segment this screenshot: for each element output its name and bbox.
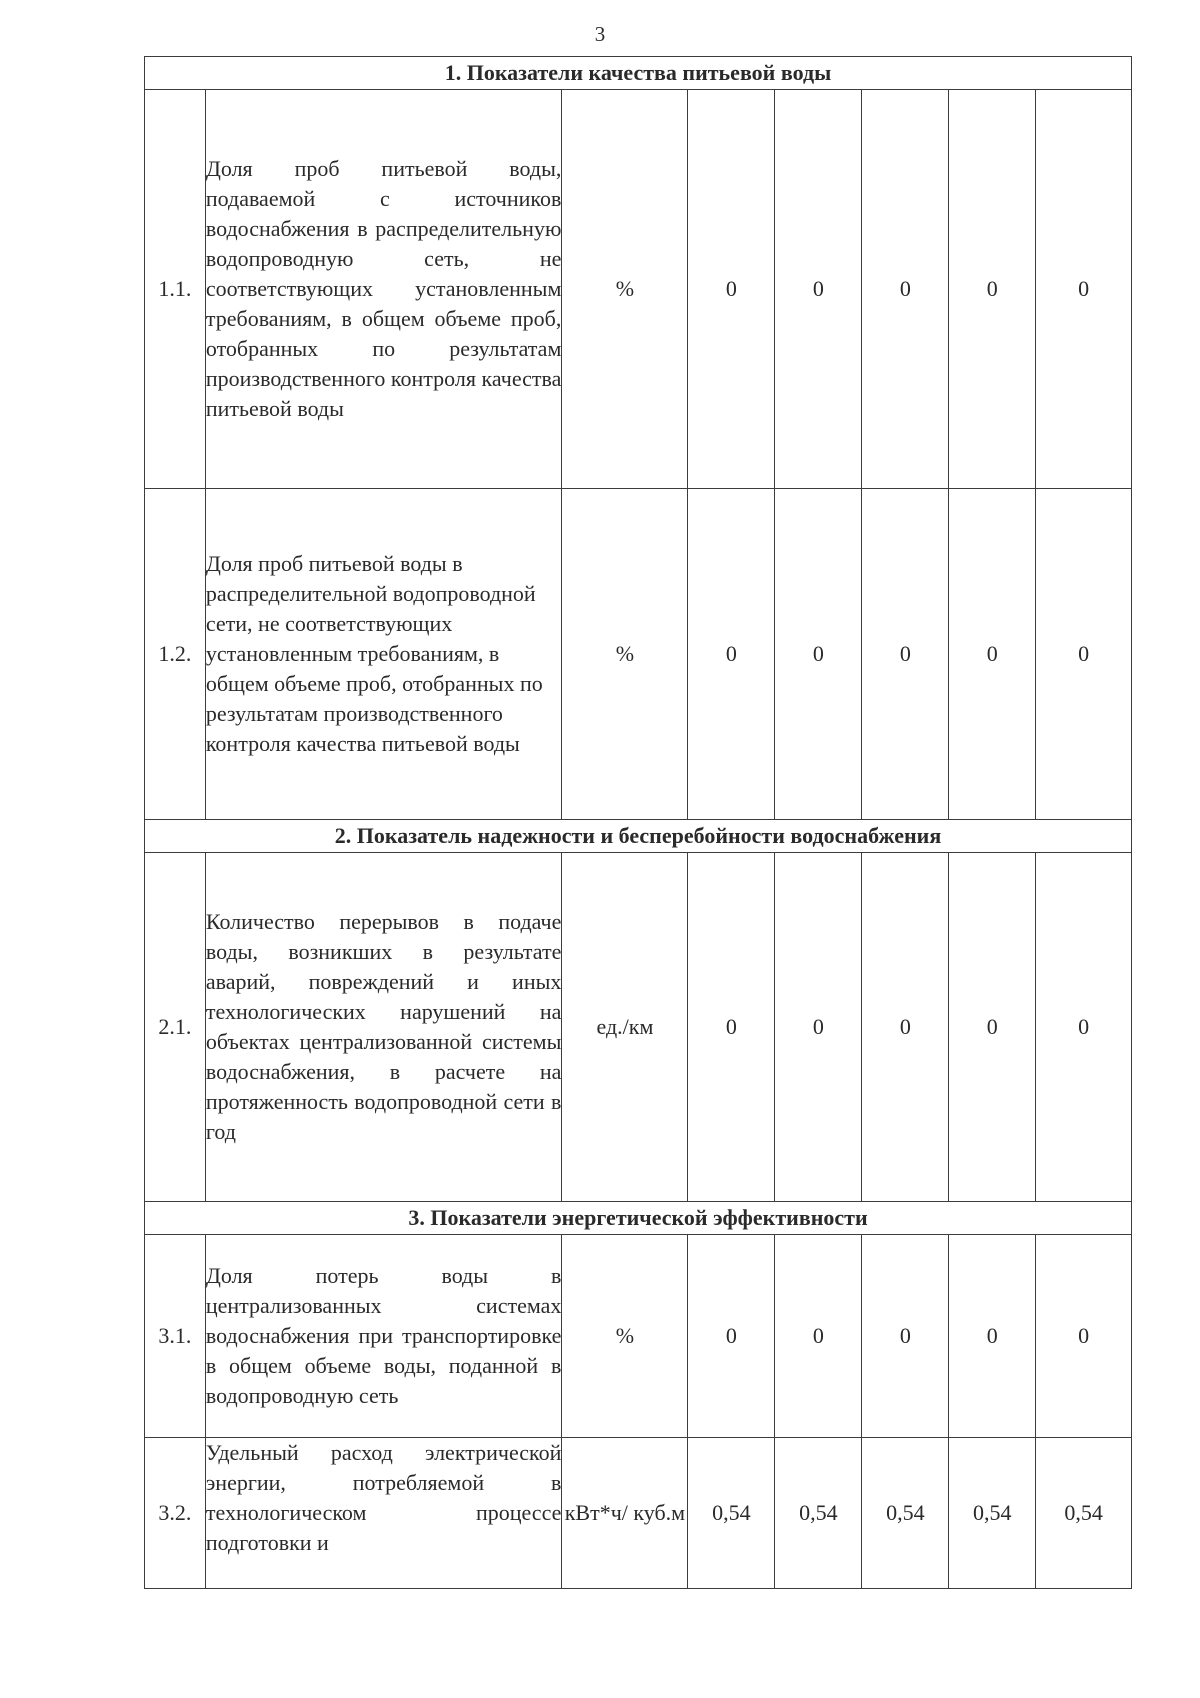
section-header-row <box>145 57 1132 90</box>
row-value: 0,54 <box>949 1438 1036 1589</box>
row-value: 0 <box>1036 853 1132 1202</box>
row-value: 0 <box>862 90 949 489</box>
row-description: Количество перерывов в подаче воды, возникших в результате аварий, повреждений и иных технологических нарушений на объектах централизованной системы водоснабжения, в расчете на протяженность водопроводной сети в год <box>205 853 562 1202</box>
row-number: 1.1. <box>145 90 206 489</box>
row-number: 3.1. <box>145 1235 206 1438</box>
table-row <box>145 90 1132 489</box>
row-value: 0 <box>775 489 862 820</box>
row-value: 0 <box>949 1235 1036 1438</box>
section-title: 2. Показатель надежности и бесперебойности водоснабжения <box>145 820 1132 853</box>
row-unit: ед./км <box>562 853 688 1202</box>
row-number: 1.2. <box>145 489 206 820</box>
row-description: Доля потерь воды в централизованных системах водоснабжения при транспортировке в общем объеме воды, поданной в водопроводную сеть <box>205 1235 562 1438</box>
row-value: 0 <box>775 853 862 1202</box>
row-number: 3.2. <box>145 1438 206 1589</box>
indicators-table <box>144 56 1132 1589</box>
row-value: 0 <box>949 90 1036 489</box>
row-value: 0,54 <box>775 1438 862 1589</box>
row-number: 2.1. <box>145 853 206 1202</box>
section-header-row <box>145 1202 1132 1235</box>
row-description: Доля проб питьевой воды в распределительной водопроводной сети, не соответствующих установленным требованиям, в общем объеме проб, отобранных по результатам производственного контроля качества питьевой воды <box>205 489 562 820</box>
row-value: 0 <box>862 1235 949 1438</box>
row-value: 0,54 <box>862 1438 949 1589</box>
row-value: 0 <box>949 853 1036 1202</box>
row-description: Удельный расход электрической энергии, потребляемой в технологическом процессе подготовки и <box>205 1438 562 1589</box>
row-value: 0 <box>1036 90 1132 489</box>
row-value: 0 <box>1036 1235 1132 1438</box>
section-header-row <box>145 820 1132 853</box>
table-row <box>145 489 1132 820</box>
row-value: 0 <box>1036 489 1132 820</box>
table-row <box>145 1235 1132 1438</box>
row-value: 0 <box>688 1235 775 1438</box>
row-unit: % <box>562 1235 688 1438</box>
row-value: 0 <box>949 489 1036 820</box>
row-value: 0 <box>775 90 862 489</box>
row-value: 0,54 <box>1036 1438 1132 1589</box>
row-value: 0 <box>775 1235 862 1438</box>
row-unit: % <box>562 90 688 489</box>
row-description: Доля проб питьевой воды, подаваемой с источников водоснабжения в распределительную водопроводную сеть, не соответствующих установленным требованиям, в общем объеме проб, отобранных по результатам производственного контроля качества питьевой воды <box>205 90 562 489</box>
table-row <box>145 853 1132 1202</box>
row-value: 0 <box>862 489 949 820</box>
row-value: 0 <box>688 90 775 489</box>
row-unit: % <box>562 489 688 820</box>
section-title: 3. Показатели энергетической эффективности <box>145 1202 1132 1235</box>
section-title: 1. Показатели качества питьевой воды <box>145 57 1132 90</box>
row-value: 0 <box>688 853 775 1202</box>
page-number: 3 <box>594 22 606 46</box>
row-unit: кВт*ч/ куб.м <box>562 1438 688 1589</box>
table-row <box>145 1438 1132 1589</box>
row-value: 0 <box>688 489 775 820</box>
row-value: 0,54 <box>688 1438 775 1589</box>
row-value: 0 <box>862 853 949 1202</box>
